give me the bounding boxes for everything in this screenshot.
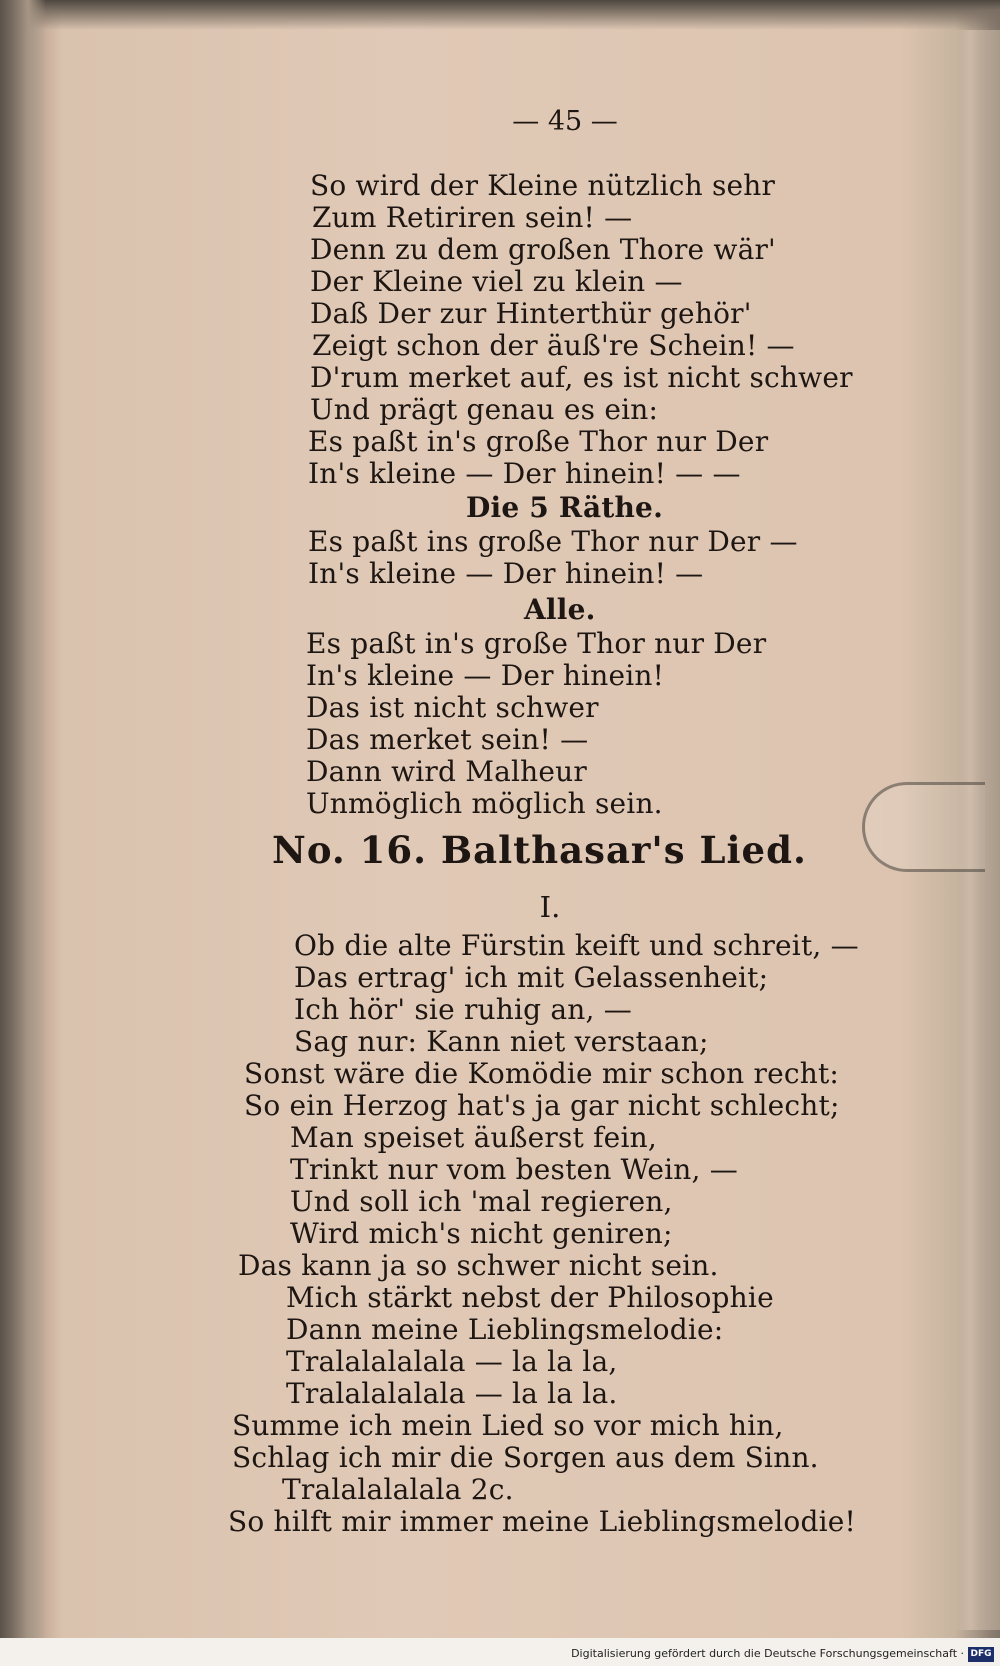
verse-line: Ich hör' sie ruhig an, — — [294, 993, 632, 1026]
speaker-label: Die 5 Räthe. — [466, 491, 664, 524]
verse-line: Summe ich mein Lied so vor mich hin, — [232, 1409, 784, 1442]
verse-line: Zeigt schon der äuß're Schein! — — [312, 329, 795, 362]
verse-line: In's kleine — Der hinein! — — — [308, 457, 741, 490]
stanza-number: I. — [539, 890, 561, 924]
book-binding-shadow — [0, 0, 46, 1666]
verse-line: Das ist nicht schwer — [306, 691, 599, 724]
verse-line: Das kann ja so schwer nicht sein. — [238, 1249, 719, 1282]
verse-line: In's kleine — Der hinein! — [306, 659, 665, 692]
verse-line: So ein Herzog hat's ja gar nicht schlecht; — [244, 1089, 840, 1122]
verse-line: Wird mich's nicht geniren; — [290, 1217, 673, 1250]
verse-line: In's kleine — Der hinein! — — [308, 557, 704, 590]
verse-line: So wird der Kleine nützlich sehr — [310, 169, 776, 202]
verse-line: Daß Der zur Hinterthür gehör' — [310, 297, 752, 330]
verse-line: Das merket sein! — — [306, 723, 589, 756]
verse-line: Trinkt nur vom besten Wein, — — [290, 1153, 738, 1186]
verse-line: Der Kleine viel zu klein — — [310, 265, 683, 298]
verse-line: Tralalalalala 2c. — [282, 1473, 514, 1506]
verse-line: Sonst wäre die Komödie mir schon recht: — [244, 1057, 840, 1090]
song-heading: No. 16. Balthasar's Lied. — [272, 828, 807, 872]
verse-line: Tralalalalala — la la la. — [286, 1377, 618, 1410]
page-number: — 45 — — [512, 106, 618, 137]
verse-line: Es paßt ins große Thor nur Der — — [308, 525, 798, 558]
verse-line: Unmöglich möglich sein. — [306, 787, 663, 820]
verse-line: Es paßt in's große Thor nur Der — [308, 425, 769, 458]
verse-line: Es paßt in's große Thor nur Der — [306, 627, 767, 660]
funding-credit: Digitalisierung gefördert durch die Deutsche Forschungsgemeinschaft · — [571, 1647, 964, 1660]
verse-line: Zum Retiriren sein! — — [312, 201, 633, 234]
verse-line: Und soll ich 'mal regieren, — [290, 1185, 673, 1218]
verse-line: D'rum merket auf, es ist nicht schwer — [310, 361, 853, 394]
verse-line: So hilft mir immer meine Lieblingsmelodie! — [228, 1505, 856, 1538]
verse-line: Sag nur: Kann niet verstaan; — [294, 1025, 709, 1058]
verse-line: Das ertrag' ich mit Gelassenheit; — [294, 961, 769, 994]
page-holder-clip — [862, 782, 985, 872]
book-top-edge — [0, 0, 1000, 30]
verse-line: Denn zu dem großen Thore wär' — [310, 233, 776, 266]
dfg-logo: DFG — [968, 1647, 994, 1662]
verse-line: Dann wird Malheur — [306, 755, 587, 788]
verse-line: Mich stärkt nebst der Philosophie — [286, 1281, 774, 1314]
speaker-label: Alle. — [524, 593, 596, 626]
verse-line: Und prägt genau es ein: — [310, 393, 659, 426]
verse-line: Tralalalalala — la la la, — [286, 1345, 618, 1378]
verse-line: Dann meine Lieblingsmelodie: — [286, 1313, 724, 1346]
verse-line: Man speiset äußerst fein, — [290, 1121, 657, 1154]
verse-line: Ob die alte Fürstin keift und schreit, — — [294, 929, 859, 962]
verse-line: Schlag ich mir die Sorgen aus dem Sinn. — [232, 1441, 819, 1474]
digitization-footer — [0, 1638, 1000, 1666]
